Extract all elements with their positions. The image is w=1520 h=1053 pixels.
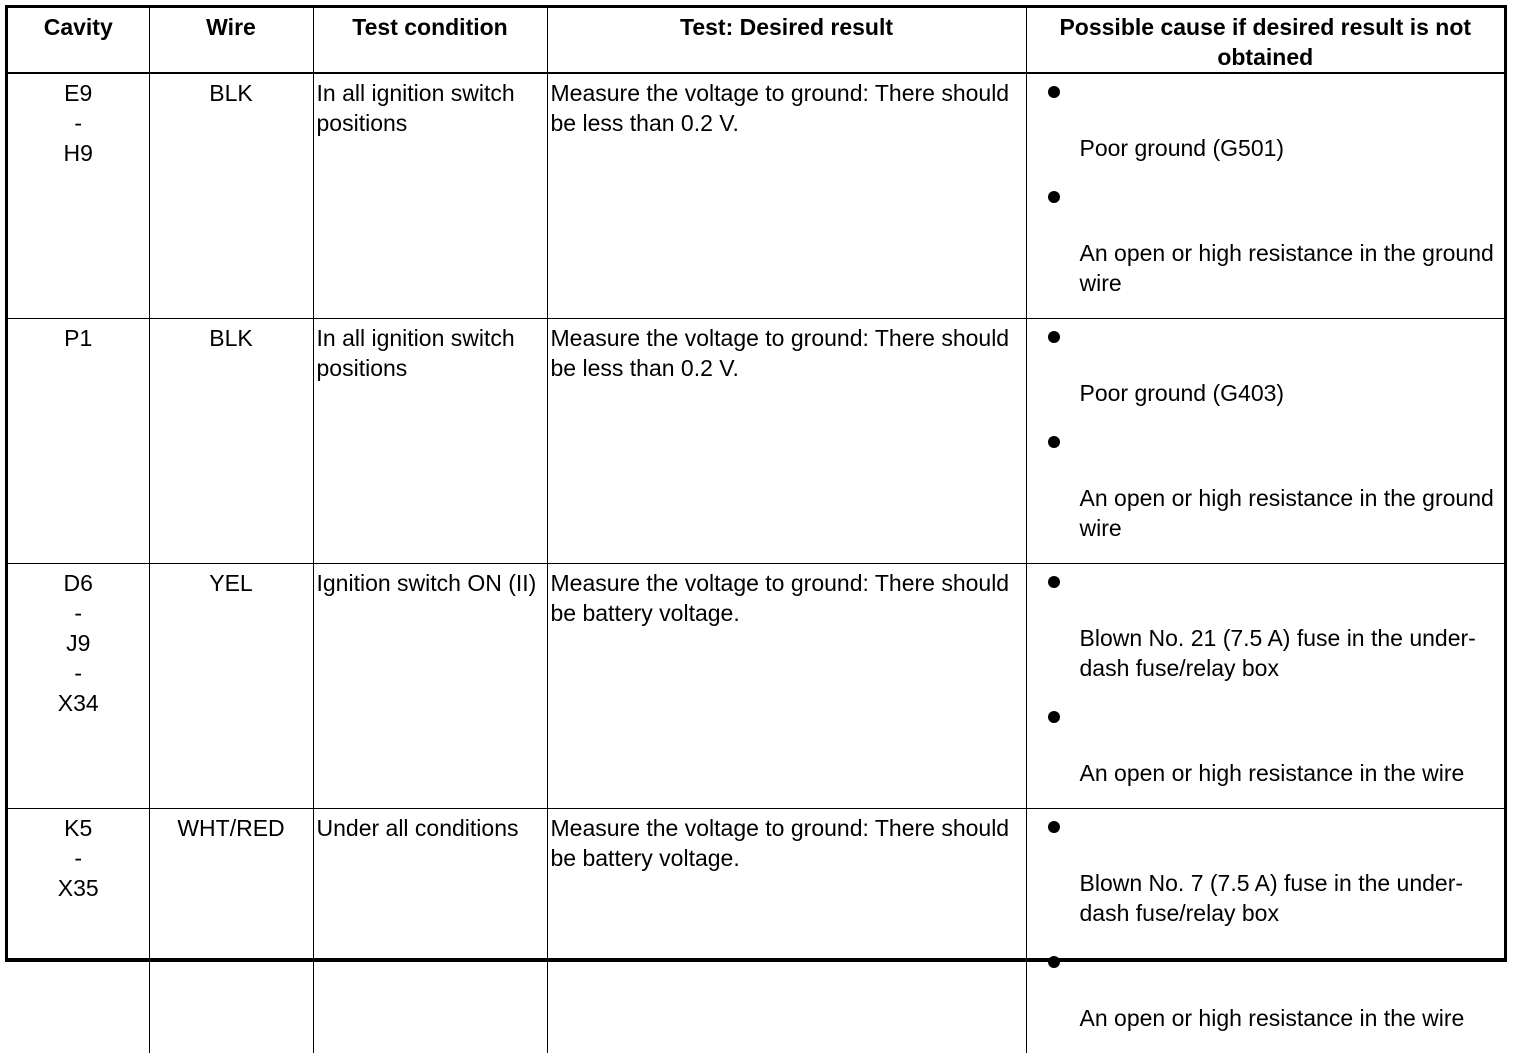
- diagnostic-table: [8, 8, 1504, 1053]
- cause-text: Poor ground (G501): [1047, 133, 1503, 163]
- result-cell: Measure the voltage to ground: There should be less than 0.2 V.: [547, 319, 1026, 564]
- bullet-icon: [1047, 813, 1503, 843]
- cause-cell: [1026, 73, 1504, 319]
- cavity-cell: [8, 809, 149, 1053]
- bullet-icon: [1047, 948, 1503, 978]
- bullet-icon: [1047, 703, 1503, 733]
- header-row: [8, 8, 1504, 73]
- condition-cell: In all ignition switch positions: [313, 73, 547, 319]
- bullet-icon: [1047, 78, 1503, 108]
- cavity-line: E9: [8, 78, 149, 108]
- header-desired-result: Test: Desired result: [547, 8, 1026, 73]
- cavity-line: H9: [8, 138, 149, 168]
- header-wire: Wire: [149, 8, 313, 73]
- cavity-line: -: [8, 658, 149, 688]
- condition-cell: Ignition switch ON (II): [313, 564, 547, 809]
- cause-text: An open or high resistance in the ground wire: [1047, 238, 1503, 298]
- cavity-line: K5: [8, 813, 149, 843]
- cavity-line: -: [8, 843, 149, 873]
- cavity-cell: [8, 564, 149, 809]
- header-cavity: Cavity: [8, 8, 149, 73]
- cause-cell: [1026, 809, 1504, 1053]
- cause-text: Blown No. 7 (7.5 A) fuse in the under-dash fuse/relay box: [1047, 868, 1503, 928]
- header-possible-cause: Possible cause if desired result is not obtained: [1026, 8, 1504, 73]
- cause-item: [1047, 183, 1503, 298]
- cause-text: Poor ground (G403): [1047, 378, 1503, 408]
- bullet-icon: [1047, 323, 1503, 353]
- cavity-cell: [8, 73, 149, 319]
- wire-cell: YEL: [149, 564, 313, 809]
- diagnostic-table-frame: [5, 5, 1507, 962]
- cavity-line: D6: [8, 568, 149, 598]
- bullet-icon: [1047, 183, 1503, 213]
- cavity-cell: [8, 319, 149, 564]
- table-row: [8, 564, 1504, 809]
- cause-item: [1047, 568, 1503, 683]
- cavity-line: P1: [8, 323, 149, 353]
- header-test-condition: Test condition: [313, 8, 547, 73]
- cause-cell: [1026, 564, 1504, 809]
- cause-text: An open or high resistance in the wire: [1047, 758, 1503, 788]
- cause-text: Blown No. 21 (7.5 A) fuse in the under-dash fuse/relay box: [1047, 623, 1503, 683]
- cause-cell: [1026, 319, 1504, 564]
- bullet-icon: [1047, 568, 1503, 598]
- cause-text: An open or high resistance in the wire: [1047, 1003, 1503, 1033]
- wire-cell: WHT/RED: [149, 809, 313, 1053]
- cause-item: [1047, 428, 1503, 543]
- wire-cell: BLK: [149, 319, 313, 564]
- cavity-line: X34: [8, 688, 149, 718]
- cavity-line: J9: [8, 628, 149, 658]
- cause-text: An open or high resistance in the ground wire: [1047, 483, 1503, 543]
- cavity-line: -: [8, 108, 149, 138]
- cause-item: [1047, 948, 1503, 1033]
- result-cell: Measure the voltage to ground: There should be battery voltage.: [547, 809, 1026, 1053]
- condition-cell: In all ignition switch positions: [313, 319, 547, 564]
- cavity-line: -: [8, 598, 149, 628]
- result-cell: Measure the voltage to ground: There should be battery voltage.: [547, 564, 1026, 809]
- cause-item: [1047, 703, 1503, 788]
- condition-cell: Under all conditions: [313, 809, 547, 1053]
- wire-cell: BLK: [149, 73, 313, 319]
- cause-item: [1047, 78, 1503, 163]
- cause-item: [1047, 813, 1503, 928]
- cavity-line: X35: [8, 873, 149, 903]
- table-row: [8, 319, 1504, 564]
- result-cell: Measure the voltage to ground: There should be less than 0.2 V.: [547, 73, 1026, 319]
- cause-item: [1047, 323, 1503, 408]
- bullet-icon: [1047, 428, 1503, 458]
- table-row: [8, 73, 1504, 319]
- table-row: [8, 809, 1504, 1053]
